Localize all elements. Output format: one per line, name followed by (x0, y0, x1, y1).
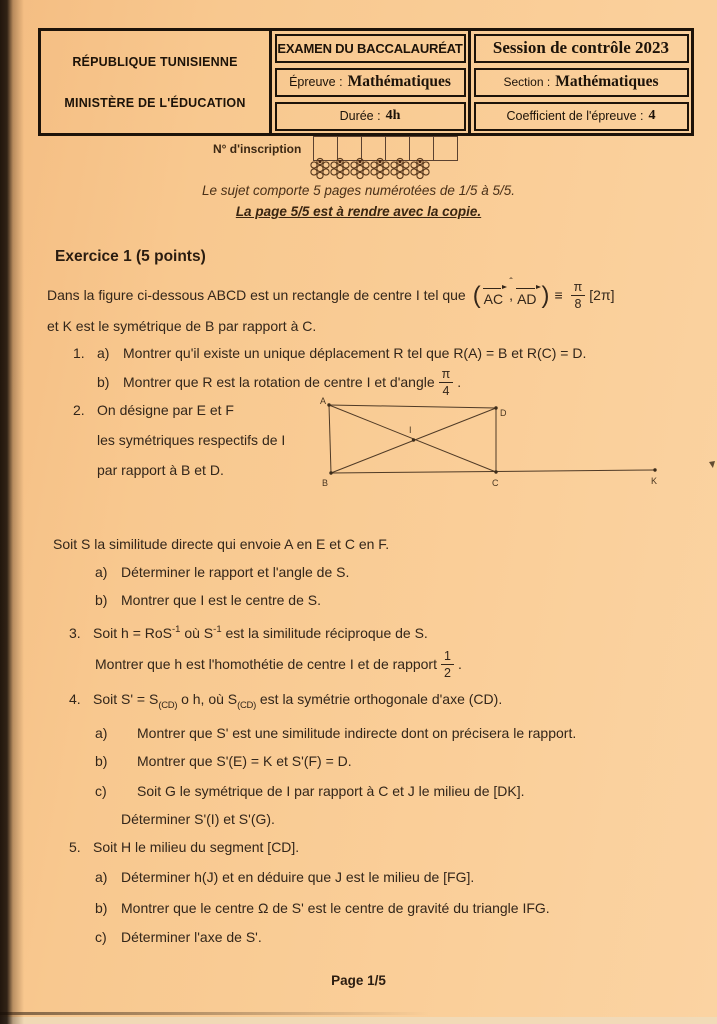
question-5: 5. Soit H le milieu du segment [CD]. (69, 839, 300, 855)
vector-AD: AD (515, 286, 540, 306)
intro-line-1: Dans la figure ci-dessous ABCD est un rectangle de centre I tel que ( AC ˆ , AD ) ≡ $\frac{\pi}{8}$ [2π] (47, 281, 692, 310)
coefficient-cell (474, 102, 689, 131)
question-5c: c) Déterminer l'axe de S'. (95, 929, 262, 945)
rosette-icon (408, 156, 432, 181)
question-4b: b) Montrer que S'(E) = K et S'(F) = D. (95, 753, 352, 769)
q2-number: 2. (73, 402, 85, 418)
q1b-period: . (457, 374, 462, 390)
header-table (38, 28, 694, 136)
q2-line-2: les symétriques respectifs de I (97, 432, 286, 448)
question-3: 3. Soit h = RoS$^{-1}$ où $S^{-1}$ est la similitude réciproque de S. (69, 624, 428, 641)
equiv-sign: ≡ (554, 287, 563, 303)
exam-title-cell (275, 34, 466, 63)
figure-label-I: I (409, 425, 412, 435)
angle-caret: ˆ (509, 277, 513, 288)
comma: , (509, 287, 514, 303)
q1a-label: a) (97, 345, 110, 361)
duree-label: Durée : (339, 109, 381, 123)
s-inverse-exponent: -1 (213, 624, 222, 635)
figure-label-K: K (651, 476, 658, 486)
question-4c-line2: Déterminer S'(I) et S'(G). (121, 811, 275, 827)
figure-svg (313, 394, 685, 492)
fraction-1-2: $\frac{1}{2}$ (441, 650, 454, 679)
exercise-content (45, 240, 692, 946)
page-number: Page 1/5 (331, 973, 386, 988)
fraction-pi-8: $\frac{\pi}{8}$ (571, 281, 586, 310)
section-value: Mathématiques (555, 73, 659, 90)
session-title: Session de contrôle 2023 (492, 38, 670, 57)
question-5b: b) Montrer que le centre Ω de S' est le centre de gravité du triangle IFG. (95, 900, 550, 916)
q1-number: 1. (73, 345, 85, 361)
figure-label-B: B (322, 478, 329, 488)
session-cell (474, 34, 689, 63)
q2-line-3: par rapport à B et D. (97, 462, 224, 478)
intro-line-2: et K est le symétrique de B par rapport à C. (47, 318, 317, 334)
similitude-a: a) Déterminer le rapport et l'angle de S. (95, 564, 350, 580)
header-institution (41, 31, 272, 133)
figure-label-A: A (320, 396, 327, 406)
subject-notice: Le sujet comporte 5 pages numérotées de 1/5 à 5/5. (202, 183, 515, 198)
question-1b (97, 368, 692, 397)
question-4a: a) Montrer que S' est une similitude indirecte dont on précisera le rapport. (95, 725, 577, 741)
question-3-line2: Montrer que h est l'homothétie de centre I et de rapport $\frac{1}{2}$ . (95, 649, 462, 680)
scan-speck (709, 461, 715, 468)
modulo: [2π] (589, 287, 615, 303)
scan-bottom-strip (0, 1017, 717, 1024)
question-5a: a) Déterminer h(J) et en déduire que J est le milieu de [FG]. (95, 869, 475, 885)
axis-CD-subscript: (CD) (158, 700, 178, 711)
question-4: 4. Soit $S' = S_{(CD)}$ o h, où $S_{(CD)}$ est la symétrie orthogonale d'axe (CD). (69, 691, 503, 711)
epreuve-value: Mathématiques (347, 73, 451, 90)
exam-title: EXAMEN DU BACCALAURÉAT (277, 40, 463, 56)
question-4c: c) Soit G le symétrique de I par rapport à C et J le milieu de [DK]. (95, 783, 525, 799)
republic-label: RÉPUBLIQUE TUNISIENNE (72, 54, 238, 69)
axis-CD-subscript: (CD) (237, 700, 256, 711)
similitude-intro: Soit S la similitude directe qui envoie A en E et C en F. (53, 536, 390, 552)
q1a-text: Montrer qu'il existe un unique déplacement R tel que R(A) = B et R(C) = D. (123, 345, 587, 361)
q1b-label: b) (97, 374, 110, 390)
inscription-label: N° d'inscription (213, 141, 302, 156)
coefficient-label: Coefficient de l'épreuve : (506, 109, 644, 123)
scan-bottom-shadow (0, 1012, 430, 1015)
epreuve-label: Épreuve : (289, 75, 343, 89)
fraction-pi-4: $\frac{\pi}{4}$ (439, 368, 454, 397)
question-1a (73, 345, 692, 362)
intro-text: Dans la figure ci-dessous ABCD est un rectangle de centre I tel que (47, 287, 466, 303)
header-middle-column (272, 31, 471, 133)
rectangle-figure (313, 394, 685, 496)
angle-comma (507, 277, 515, 304)
section-label: Section : (503, 75, 551, 89)
q1b-text: Montrer que R est la rotation de centre I et d'angle (123, 374, 435, 390)
question-2 (73, 396, 692, 496)
q2-line-1: 2. On désigne par E et F (73, 402, 234, 418)
scan-left-shadow (0, 0, 24, 1024)
inscription-box (434, 137, 457, 160)
exercise-title: Exercice 1 (5 points) (55, 248, 206, 265)
q2-text-block (73, 402, 313, 496)
vector-AC: AC (482, 286, 507, 306)
s-inverse-exponent: -1 (172, 624, 181, 635)
figure-label-C: C (492, 478, 499, 488)
coefficient-value: 4 (648, 108, 656, 123)
figure-label-D: D (500, 408, 507, 418)
section-cell (474, 68, 689, 97)
duree-value: 4h (385, 108, 401, 123)
return-page-notice: La page 5/5 est à rendre avec la copie. (235, 204, 482, 219)
header-right-column (471, 31, 691, 133)
duree-cell (275, 102, 466, 131)
epreuve-cell (275, 68, 466, 97)
rosette-stamps (312, 156, 432, 181)
similitude-b: b) Montrer que I est le centre de S. (95, 592, 321, 608)
ministry-label: MINISTÈRE DE L'ÉDUCATION (64, 95, 246, 110)
